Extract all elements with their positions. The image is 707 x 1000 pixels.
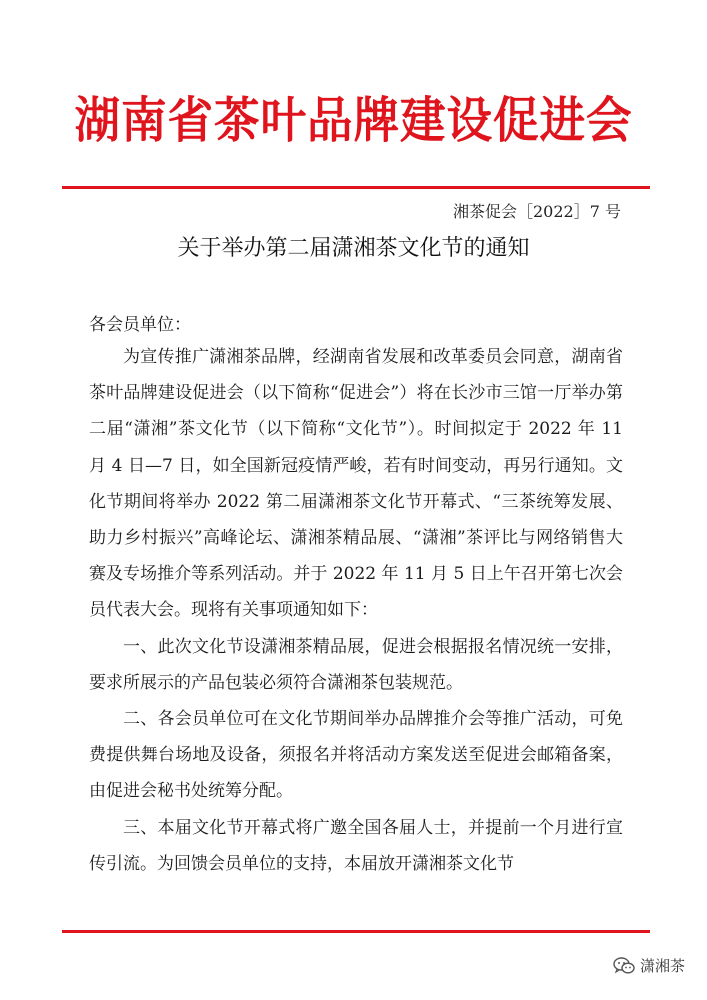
body-paragraph-item-1: 一、此次文化节设潇湘茶精品展，促进会根据报名情况统一安排，要求所展示的产品包装必须符合潇湘茶包装规范。 <box>89 636 623 693</box>
wechat-icon <box>613 957 635 975</box>
salutation: 各会员单位： <box>89 315 191 335</box>
letterhead-red-rule <box>62 186 650 189</box>
document-number: 湘茶促会［2022］7 号 <box>453 202 621 221</box>
document-body <box>89 339 623 882</box>
letterhead-title: 湖南省茶叶品牌建设促进会 <box>74 91 633 149</box>
body-paragraph-item-2: 二、各会员单位可在文化节期间举办品牌推介会等推广活动，可免费提供舞台场地及设备，须报名并将活动方案发送至促进会邮箱备案，由促进会秘书处统筹分配。 <box>89 709 623 802</box>
footer-red-rule <box>62 930 650 933</box>
body-paragraph-intro: 为宣传推广潇湘茶品牌，经湖南省发展和改革委员会同意，湖南省茶叶品牌建设促进会（以下简称“促进会”）将在长沙市三馆一厅举办第二届“潇湘”茶文化节（以下简称“文化节”）。时间拟定于 2022 年 11 月 4 日—7 日，如全国新冠疫情严峻，若有时间变动，再另行通知。文化节期间将举办 2022 第二届潇湘茶文化节开幕式、“三茶统筹发展、助力乡村振兴”高峰论坛、潇湘茶精品展、“潇湘”茶评比与网络销售大赛及专场推介等系列活动。并于 2022 年 11 月 5 日上午召开第七次会员代表大会。现将有关事项通知如下： <box>89 347 623 621</box>
body-paragraph-item-3: 三、本届文化节开幕式将广邀全国各届人士，并提前一个月进行宣传引流。为回馈会员单位的支持，本届放开潇湘茶文化节 <box>89 817 623 874</box>
watermark-label: 潇湘茶 <box>639 957 685 975</box>
wechat-watermark <box>613 955 685 976</box>
document-title: 关于举办第二届潇湘茶文化节的通知 <box>177 236 530 261</box>
